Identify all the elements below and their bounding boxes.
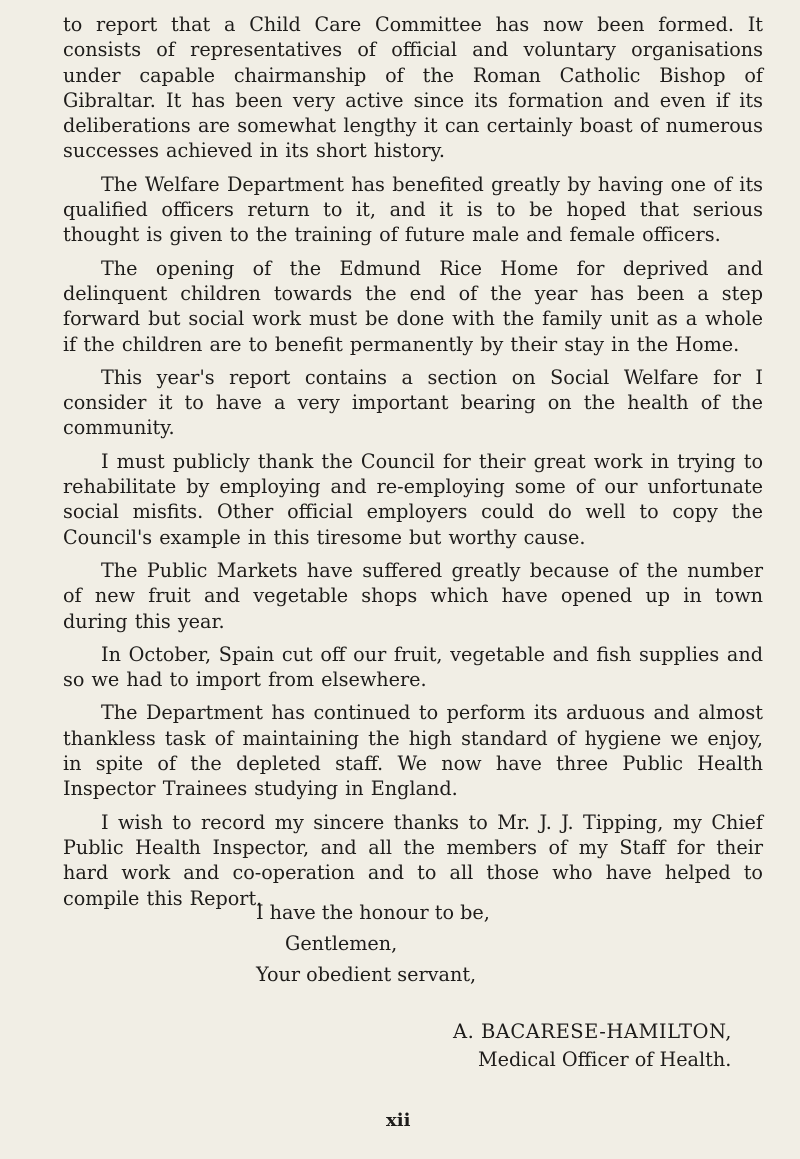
paragraph-spain-supplies: In October, Spain cut off our fruit, vegetable and fish supplies and so we had to import from elsewhere.: [63, 642, 763, 692]
paragraph-child-care-committee: to report that a Child Care Committee has now been formed. It consists of representatives of official and voluntary organisations under capable chairmanship of the Roman Catholic Bishop of Gibraltar. It has been very active since its formation and even if its deliberations are somewhat lengthy it can certainly boast of numerous successes achieved in its short history.: [63, 13, 763, 163]
paragraph-department-hygiene: The Department has continued to perform its arduous and almost thankless task of maintaining the high standard of hygiene we enjoy, in spite of the depleted staff. We now have three Public Health Inspector Trainees studying in England.: [63, 701, 763, 801]
paragraph-edmund-rice-home: The opening of the Edmund Rice Home for deprived and delinquent children towards the end of the year has been a step forward but social work must be done with the family unit as a whole if the children are to benefit permanently by their stay in the Home.: [63, 256, 763, 356]
closing-honour-line: I have the honour to be,: [256, 901, 490, 924]
page-number: xii: [386, 1110, 411, 1131]
closing-servant-line: Your obedient servant,: [256, 963, 477, 986]
paragraph-public-markets: The Public Markets have suffered greatly because of the number of new fruit and vegetable shops which have opened up in town during this year.: [63, 558, 763, 633]
paragraph-council-thanks: I must publicly thank the Council for their great work in trying to rehabilitate by employing and re-employing some of our unfortunate social misfits. Other official employers could do well to copy the Council's example in this tiresome but worthy cause.: [63, 449, 763, 549]
signature-name: A. BACARESE-HAMILTON,: [453, 1020, 732, 1043]
paragraph-welfare-department: The Welfare Department has benefited greatly by having one of its qualified officers return to it, and it is to be hoped that serious thought is given to the training of future male and female officers.: [63, 172, 763, 247]
paragraph-social-welfare-section: This year's report contains a section on Social Welfare for I consider it to have a very important bearing on the health of the community.: [63, 365, 763, 440]
paragraph-staff-thanks: I wish to record my sincere thanks to Mr. J. J. Tipping, my Chief Public Health Inspector, and all the members of my Staff for their hard work and co-operation and to all those who have helped to compile this Report.: [63, 810, 763, 910]
closing-salutation: Gentlemen,: [285, 932, 398, 955]
report-body: [63, 12, 763, 911]
signature-title: Medical Officer of Health.: [478, 1048, 732, 1071]
